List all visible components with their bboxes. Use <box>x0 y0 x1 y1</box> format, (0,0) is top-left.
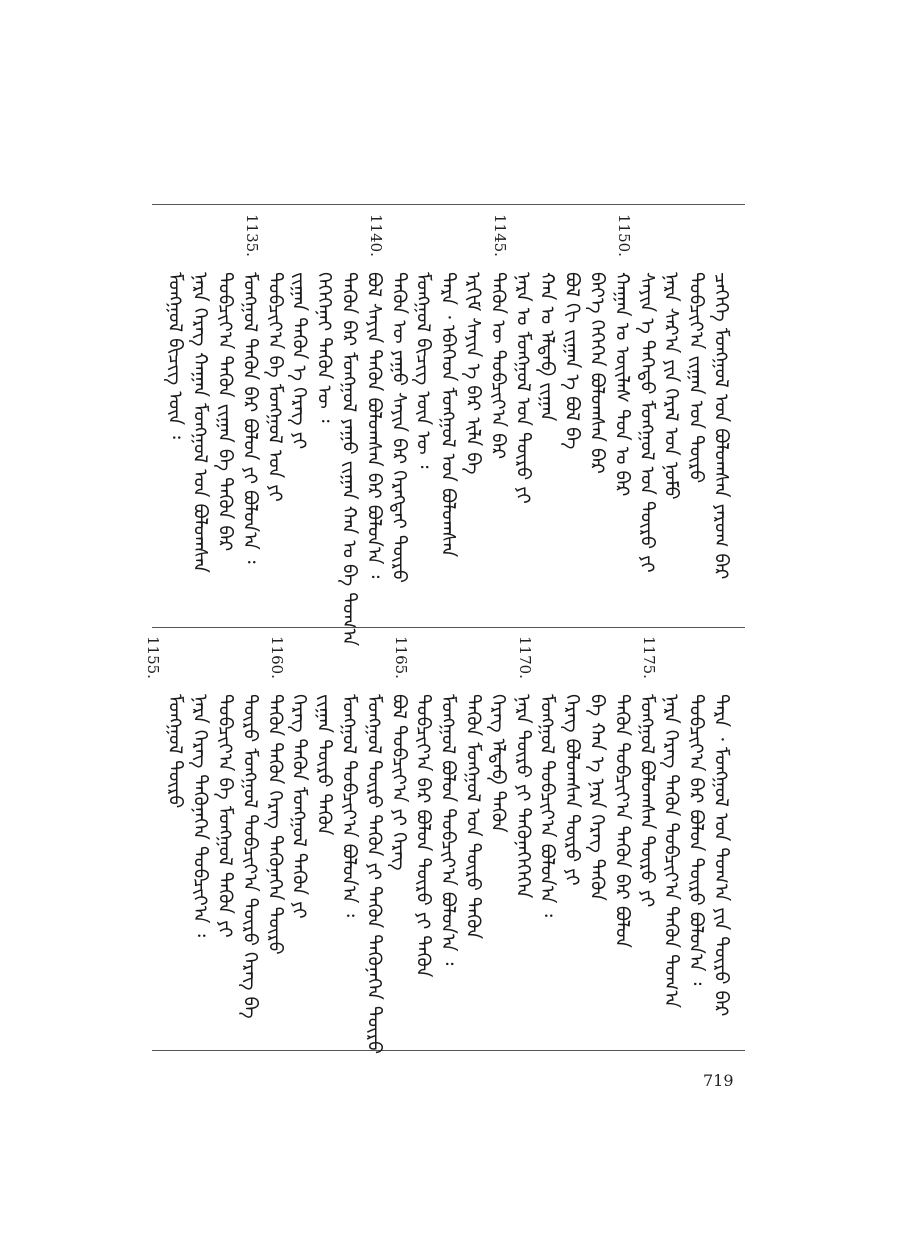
bottom-rule <box>152 1050 745 1051</box>
top-line: ᠪᠣᠯ ᠬᠢ ᠵᠢᠭᠠᠨ ᠡ ᠪᠣᠯ ᠪᠠ <box>561 272 584 450</box>
bottom-line-number: 1155. <box>143 636 162 679</box>
bottom-line: ᠮᠣᠩᠭᠤᠯ ᠲᠣᠪᠴᠢᠶ᠎ᠠ ᠪᠣᠯᠤᠨ᠎ᠠ ᠄ <box>536 694 559 918</box>
bottom-line: ᠪᠣᠯ ᠲᠣᠪᠴᠢᠶ᠎ᠠ ᠶᠢ ᠬᠡᠷᠡᠭ <box>387 694 410 871</box>
top-text-block <box>142 214 732 647</box>
top-line: ᠨᠠᠷᠠ ᠰᠠᠷ᠎ᠠ ᠶᠢᠨ ᠭᠡᠷᠡᠯ ᠤᠨ ᠨᠤᠮᠤ <box>660 272 683 500</box>
bottom-line: ᠮᠣᠩᠭᠤᠯ ᠲᠦᠷᠦ <box>164 694 187 809</box>
top-line: ᠲᠣᠪᠴᠢᠶ᠎ᠠ ᠵᠢᠭᠠᠨ ᠤᠨ ᠲᠦᠷᠦ <box>685 272 708 484</box>
bottom-line: ᠮᠣᠩᠭᠤᠯ ᠲᠣᠪᠴᠢᠶ᠎ᠠ ᠪᠣᠯᠤᠨ᠎ᠠ ᠄ <box>338 694 360 918</box>
bottom-line-number: 1175. <box>639 636 658 679</box>
top-line: ᠪᠣᠯ ᠰᠠᠶᠢᠨ ᠲᠡᠭᠦᠨ ᠪᠣᠯᠤᠭᠰᠠᠨ ᠪᠠᠷ ᠪᠣᠯᠤᠨ᠎ᠠ ᠄ <box>362 272 385 579</box>
top-line: ᠲᠡᠭᠦᠨ ᠦ ᠲᠣᠪᠴᠢᠶ᠎ᠠ ᠪᠠᠷ <box>486 272 509 460</box>
bottom-line: ᠪᠠ ᠬᠠᠨ ᠡ ᠨᠠᠷᠠ ᠬᠡᠷᠡᠭ ᠲᠡᠭᠦᠨ <box>586 694 608 901</box>
bottom-line: ᠬᠡᠷᠡᠭ ᠡᠯᠳᠡᠪ ᠲᠡᠭᠦᠨ <box>486 694 509 833</box>
bottom-line: ᠨᠠᠷᠠ ᠬᠡᠷᠡᠭ ᠲᠡᠭᠦᠨᠡᠭᠡᠨ ᠲᠣᠪᠴᠢᠶ᠎ᠠ ᠄ <box>189 694 212 938</box>
top-line: ᠬᠠᠨ ᠤ ᠡᠯᠳᠡᠪ ᠵᠢᠭᠠᠨ <box>536 272 559 422</box>
top-line: ᠴᠡᠭᠡᠬᠡ ᠮᠣᠩᠭᠤᠯ ᠤᠨ ᠪᠣᠯᠤᠭᠰᠠᠨ ᠶᠠᠷᠤᠭ ᠪᠠᠷ <box>710 272 732 580</box>
bottom-line-number: 1165. <box>391 636 410 679</box>
bottom-line: ᠵᠢᠭᠠᠨ ᠲᠦᠷᠦ ᠲᠡᠭᠦᠨ <box>313 694 336 836</box>
bottom-line: ᠲᠡᠷᠡ ᠂ ᠮᠣᠩᠭᠤᠯ ᠤᠨ ᠲᠣᠭ᠎ᠠ ᠶᠢᠨ ᠲᠦᠷᠦ ᠪᠠᠷ <box>710 694 732 1017</box>
top-line-number: 1145. <box>490 214 509 257</box>
top-line: ᠡᠷᠬᠢᠮ ᠰᠠᠶᠢᠨ ᠡ ᠪᠠᠷ ᠢᠯᠡ ᠪᠠ <box>462 272 484 475</box>
top-line: ᠲᠡᠭᠦᠨ ᠪᠠᠷ ᠮᠣᠩᠭᠤᠯ ᠶᠠᠭᠤ ᠵᠢᠭᠠᠨ ᠬᠠᠨ ᠤ ᠪᠠ ᠲᠣᠭ᠎ᠠ <box>338 272 360 647</box>
top-line: ᠲᠡᠷᠡ ᠂ ᠡᠪᠡᠭᠡᠳ ᠮᠣᠩᠭᠤᠯ ᠤᠨ ᠪᠣᠯᠤᠭᠰᠠᠨ <box>437 272 460 558</box>
bottom-line-number: 1170. <box>515 636 534 679</box>
bottom-text-block <box>142 636 732 1055</box>
top-line: ᠮᠣᠩᠭᠤᠯ ᠪᠢᠴᠢᠭ ᠦᠨ ᠦ ᠄ <box>412 272 435 469</box>
bottom-line: ᠬᠡᠷᠡᠭ ᠪᠣᠯᠤᠭᠰᠠᠨ ᠲᠦᠷᠦ ᠶᠢ <box>561 694 584 886</box>
bottom-line: ᠲᠡᠭᠦᠨ ᠲᠡᠭᠦᠨ ᠬᠡᠷᠡᠭ ᠲᠡᠭᠦᠨᠡᠭᠡᠨ ᠲᠦᠷᠦ <box>263 694 286 955</box>
top-line: ᠨᠠᠷᠠ ᠬᠡᠷᠡᠭ ᠬᠠᠭᠠᠨ ᠮᠣᠩᠭᠤᠯ ᠤᠨ ᠪᠣᠯᠤᠭᠰᠠᠨ <box>189 272 212 573</box>
top-line: ᠬᠠᠭᠠᠨ ᠤ ᠦᠢᠯᠡᠰ ᠳᠣᠨ ᠤ ᠪᠠᠷ <box>610 272 633 497</box>
bottom-line: ᠬᠡᠷᠡᠭ ᠲᠡᠭᠦᠨ ᠮᠣᠩᠭᠤᠯ ᠲᠡᠭᠦᠨ ᠶᠢ <box>288 694 311 919</box>
bottom-line: ᠮᠣᠩᠭᠤᠯ ᠲᠦᠷᠦ ᠲᠡᠭᠦᠨ ᠶᠢ ᠲᠡᠭᠦᠨ ᠲᠡᠭᠦᠨᠡᠭᠡᠨ ᠲᠦᠷᠦ <box>362 694 385 1055</box>
top-line: ᠲᠡᠭᠦᠨ ᠦ ᠶᠠᠭᠤ ᠰᠠᠶᠢᠨ ᠪᠠᠷ ᠬᠡᠷᠡᠭᠲᠡᠢ ᠲᠦᠷᠦ <box>387 272 410 583</box>
bottom-line: ᠲᠣᠪᠴᠢᠶ᠎ᠠ ᠪᠠ ᠮᠣᠩᠭᠤᠯ ᠲᠡᠭᠦᠨ ᠶᠢ <box>214 694 236 938</box>
top-line-number: 1140. <box>366 214 385 257</box>
middle-rule <box>152 627 745 628</box>
top-line: ᠮᠣᠩᠭᠤᠯ ᠲᠡᠭᠦᠨ ᠪᠠᠷ ᠪᠣᠯᠤᠨ ᠶᠢ ᠪᠣᠯᠤᠨ᠎ᠠ ᠄ <box>238 272 261 564</box>
top-line: ᠲᠣᠪᠴᠢᠶ᠎ᠠ ᠲᠡᠭᠦᠨ ᠵᠢᠭᠠᠨ ᠪᠠ ᠲᠡᠭᠦᠨ ᠪᠠᠷ <box>214 272 236 552</box>
bottom-line: ᠲᠣᠪᠴᠢᠶ᠎ᠠ ᠪᠠᠷ ᠪᠣᠯᠤᠨ ᠲᠦᠷᠦ ᠶᠢ ᠲᠡᠭᠦᠨ <box>412 694 435 978</box>
top-line-number: 1135. <box>242 214 261 257</box>
bottom-line: ᠲᠣᠪᠴᠢᠶ᠎ᠠ ᠪᠠᠷ ᠪᠣᠯᠤᠨ ᠲᠦᠷᠦ ᠪᠣᠯᠤᠨ᠎ᠠ ᠄ <box>685 694 708 986</box>
bottom-line: ᠨᠠᠷᠠ ᠬᠡᠷᠡᠭ ᠲᠡᠭᠦᠨ ᠲᠣᠪᠴᠢᠶ᠎ᠠ ᠲᠡᠭᠦᠨ ᠲᠣᠭ᠎ᠠ <box>660 694 683 1009</box>
top-rule <box>152 204 745 205</box>
page-number: 719 <box>703 1071 734 1090</box>
top-line-number: 1150. <box>614 214 633 257</box>
bottom-line-number: 1160. <box>267 636 286 679</box>
top-line: ᠲᠣᠪᠴᠢᠶ᠎ᠠ ᠪᠠ ᠮᠣᠩᠭᠤᠯ ᠤᠨ ᠶᠢ <box>263 272 286 502</box>
bottom-line: ᠮᠣᠩᠭᠤᠯ ᠪᠣᠯᠤᠭᠰᠠᠨ ᠲᠦᠷᠦ ᠶᠢ <box>635 694 658 908</box>
top-line: ᠪᠡᠶ᠎ᠡ ᠭᠡᠭᠡᠭᠡᠨ ᠪᠣᠯᠤᠭᠰᠠᠨ ᠪᠠᠷ <box>586 272 608 474</box>
bottom-line: ᠲᠦᠷᠦ ᠮᠣᠩᠭᠤᠯ ᠲᠣᠪᠴᠢᠶ᠎ᠠ ᠲᠦᠷᠦ ᠬᠡᠷᠡᠭ ᠪᠠ <box>238 694 261 1019</box>
bottom-line: ᠲᠡᠭᠦᠨ ᠲᠣᠪᠴᠢᠶ᠎ᠠ ᠲᠡᠭᠦᠨ ᠪᠠᠷ ᠪᠣᠯᠤᠨ <box>610 694 633 948</box>
top-line: ᠨᠠᠷᠠ ᠤ ᠮᠣᠩᠭᠤᠯ ᠤᠨ ᠲᠦᠷᠦ ᠶᠢ <box>511 272 534 504</box>
bottom-line: ᠲᠡᠭᠦᠨ ᠮᠣᠩᠭᠤᠯ ᠤᠨ ᠲᠦᠷᠦ ᠲᠡᠭᠦᠨ <box>462 694 484 940</box>
bottom-line: ᠨᠠᠷᠠ ᠲᠦᠷᠦ ᠶᠢ ᠲᠡᠭᠦᠨᠡᠭᠡᠭᠡᠭᠡᠨ <box>511 694 534 899</box>
top-line: ᠭᠡᠭᠡᠭᠡᠨᠡᠢ ᠲᠡᠭᠦᠨ ᠦ ᠄ <box>313 272 336 423</box>
bottom-line: ᠮᠣᠩᠭᠤᠯ ᠪᠣᠯᠤᠨ ᠲᠣᠪᠴᠢᠶ᠎ᠠ ᠪᠣᠯᠤᠨ᠎ᠠ ᠄ <box>437 694 460 966</box>
top-line: ᠰᠠᠶᠢᠨ ᠡ ᠳᠡᠭᠡᠳᠦ ᠮᠣᠩᠭᠤᠯ ᠤᠨ ᠲᠦᠷᠦ ᠶᠢ <box>635 272 658 573</box>
top-line: ᠮᠣᠩᠭᠤᠯ ᠪᠢᠴᠢᠭ ᠦᠨ ᠄ <box>164 272 187 439</box>
top-line: ᠵᠢᠭᠠᠨ ᠲᠡᠭᠦᠨ ᠡ ᠬᠡᠷᠡᠭ ᠶᠢ <box>288 272 311 450</box>
